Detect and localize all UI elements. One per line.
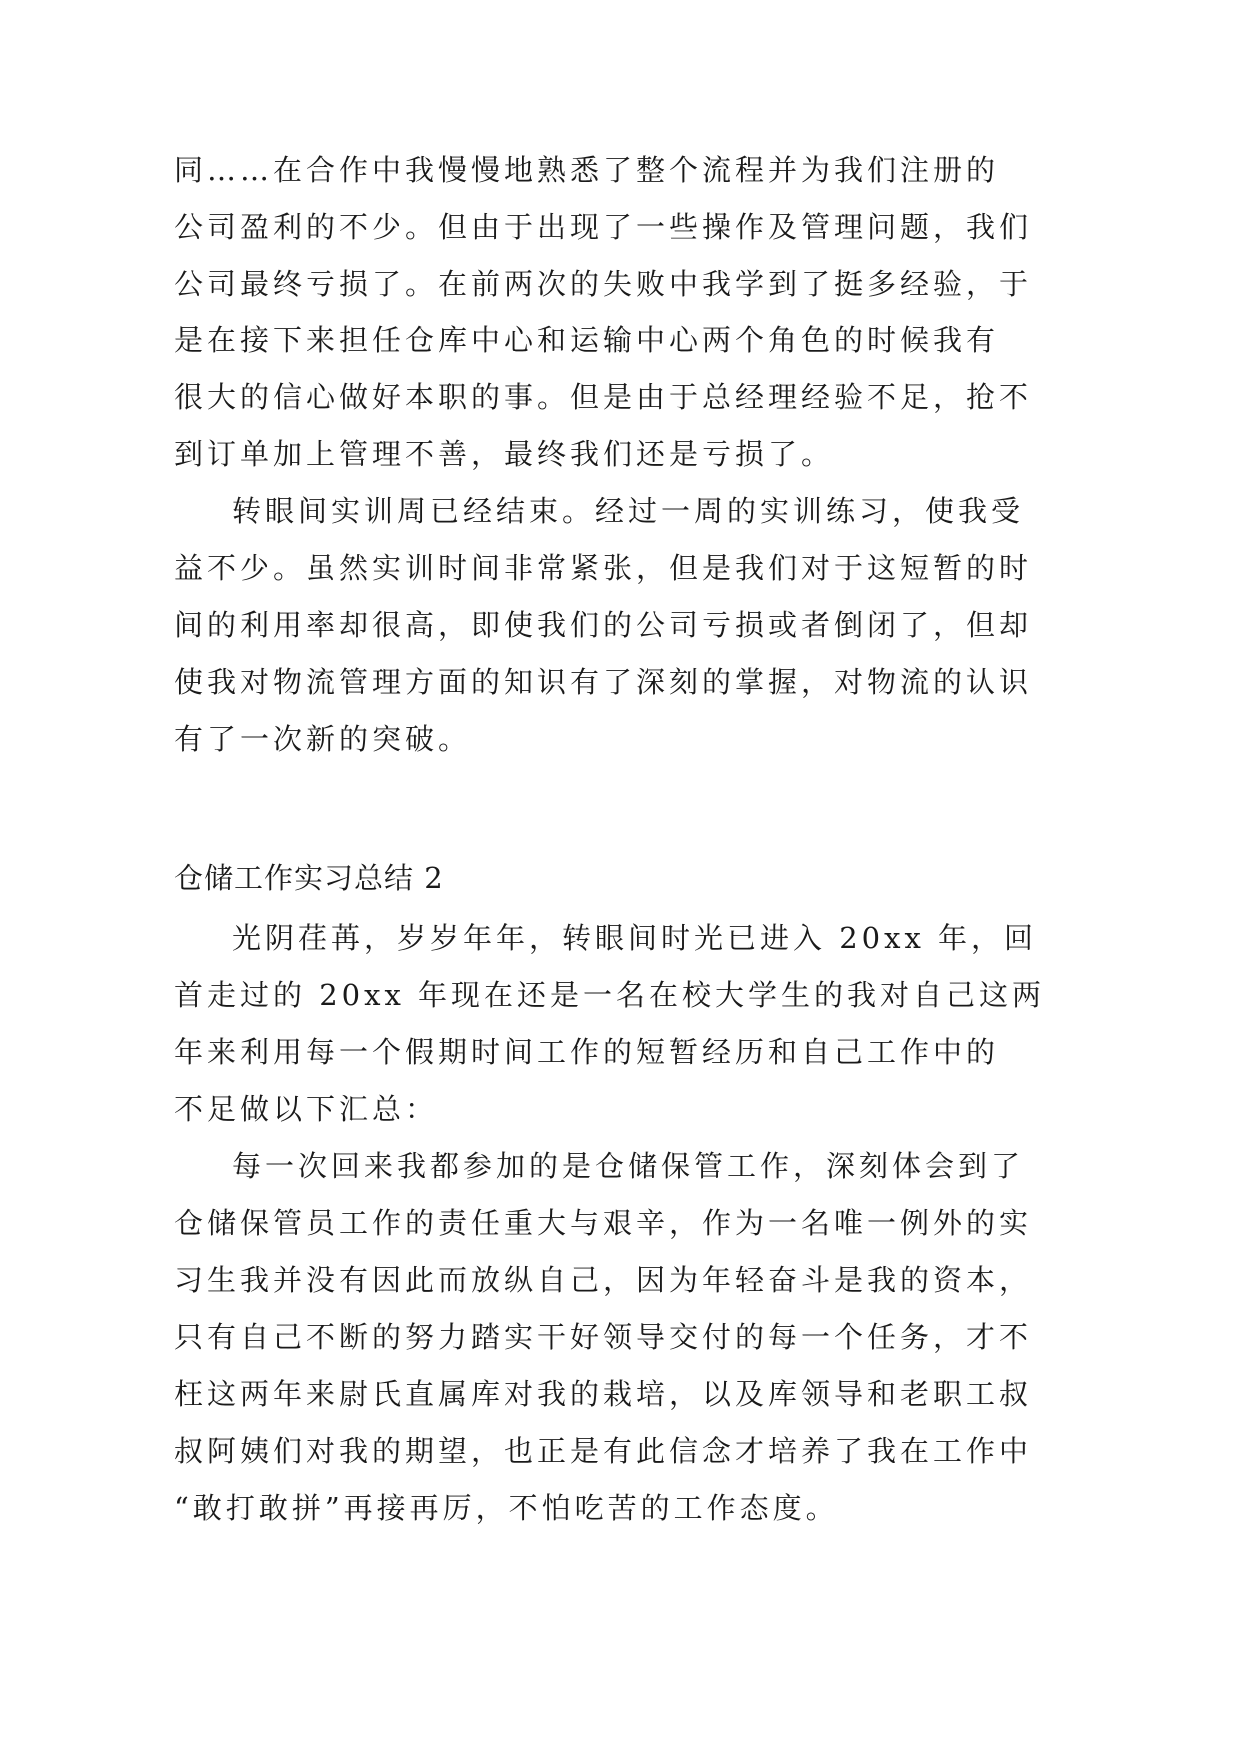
line-text: 是在接下来担任仓库中心和运输中心两个角色的时候我有 xyxy=(174,323,1000,357)
line-text: 枉这两年来尉氏直属库对我的栽培，以及库领导和老职工叔 xyxy=(174,1377,1033,1411)
paragraph-line xyxy=(0,320,1241,360)
line-text: 首走过的 20xx 年现在还是一名在校大学生的我对自己这两 xyxy=(174,978,1046,1012)
line-text: 使我对物流管理方面的知识有了深刻的掌握，对物流的认识 xyxy=(174,665,1033,699)
paragraph-line xyxy=(0,1317,1241,1357)
paragraph-line xyxy=(0,434,1241,474)
paragraph-line xyxy=(0,918,1241,958)
line-text: 间的利用率却很高，即使我们的公司亏损或者倒闭了，但却 xyxy=(174,608,1033,642)
line-text: 光阴荏苒，岁岁年年，转眼间时光已进入 20xx 年，回 xyxy=(232,921,1038,955)
line-text: 同……在合作中我慢慢地熟悉了整个流程并为我们注册的 xyxy=(174,153,1000,187)
line-text: 益不少。虽然实训时间非常紧张，但是我们对于这短暂的时 xyxy=(174,551,1033,585)
line-text: 叔阿姨们对我的期望，也正是有此信念才培养了我在工作中 xyxy=(174,1434,1033,1468)
line-text: 公司盈利的不少。但由于出现了一些操作及管理问题，我们 xyxy=(174,210,1033,244)
line-text: 转眼间实训周已经结束。经过一周的实训练习，使我受 xyxy=(232,494,1025,528)
line-text: “敢打敢拼”再接再厉，不怕吃苦的工作态度。 xyxy=(174,1491,839,1525)
paragraph-line xyxy=(0,1260,1241,1300)
paragraph-line xyxy=(0,150,1241,190)
heading-text: 仓储工作实习总结 2 xyxy=(174,861,444,895)
paragraph-line xyxy=(0,1488,1241,1528)
line-text: 有了一次新的突破。 xyxy=(174,722,472,756)
paragraph-line xyxy=(0,1374,1241,1414)
line-text: 年来利用每一个假期时间工作的短暂经历和自己工作中的 xyxy=(174,1035,1000,1069)
paragraph-line xyxy=(0,1089,1241,1129)
paragraph-line xyxy=(0,605,1241,645)
paragraph-line xyxy=(0,377,1241,417)
paragraph-line xyxy=(0,662,1241,702)
line-text: 习生我并没有因此而放纵自己，因为年轻奋斗是我的资本， xyxy=(174,1263,1033,1297)
line-text: 很大的信心做好本职的事。但是由于总经理经验不足，抢不 xyxy=(174,380,1033,414)
line-text: 不足做以下汇总： xyxy=(174,1092,439,1126)
paragraph-line xyxy=(0,719,1241,759)
line-text: 到订单加上管理不善，最终我们还是亏损了。 xyxy=(174,437,835,471)
paragraph-line xyxy=(0,1032,1241,1072)
paragraph-line xyxy=(0,207,1241,247)
paragraph-line xyxy=(0,548,1241,588)
paragraph-line xyxy=(0,1431,1241,1471)
paragraph-line xyxy=(0,1146,1241,1186)
paragraph-line xyxy=(0,491,1241,531)
paragraph-line xyxy=(0,975,1241,1015)
paragraph-line xyxy=(0,1203,1241,1243)
paragraph-line xyxy=(0,264,1241,304)
section-heading xyxy=(0,858,1241,898)
line-text: 仓储保管员工作的责任重大与艰辛，作为一名唯一例外的实 xyxy=(174,1206,1033,1240)
line-text: 公司最终亏损了。在前两次的失败中我学到了挺多经验，于 xyxy=(174,267,1033,301)
line-text: 每一次回来我都参加的是仓储保管工作，深刻体会到了 xyxy=(232,1149,1025,1183)
line-text: 只有自己不断的努力踏实干好领导交付的每一个任务，才不 xyxy=(174,1320,1033,1354)
